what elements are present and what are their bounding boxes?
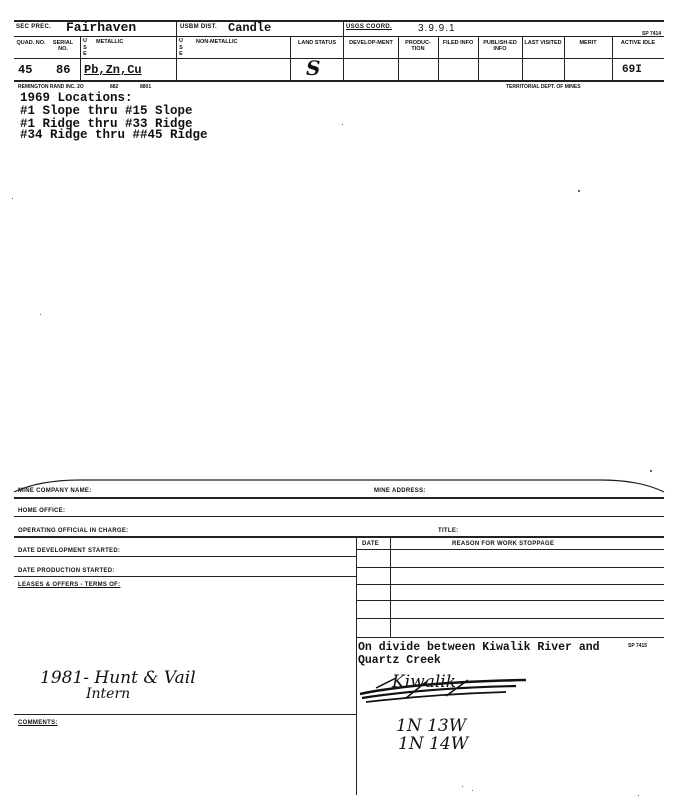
col-filed-info: FILED INFO (442, 40, 474, 46)
col-metallic: METALLIC (96, 39, 124, 45)
printer-credit: REMINGTON RAND INC. 2O (18, 84, 84, 90)
col-production: PRODUC-TION (405, 40, 431, 52)
leases-label: LEASES & OFFERS - TERMS OF: (18, 582, 121, 588)
usgs-coord-label: USGS COORD. (346, 24, 392, 30)
strike-through-scribble (356, 668, 576, 708)
use-letters-nonmetallic: U S E (179, 38, 183, 57)
mine-company-name-label: MINE COMPANY NAME: (18, 488, 92, 494)
usbm-dist-label: USBM DIST. (180, 24, 218, 30)
col-merit: MERIT (579, 40, 597, 46)
active-idle-value: 69I (622, 64, 642, 76)
note-line: #1 Slope thru #15 Slope (20, 104, 193, 118)
date-column-header: DATE (362, 541, 380, 547)
location-description: On divide between Kiwalik River and (358, 641, 600, 654)
handwritten-lease-note: 1981- Hunt & Vail (40, 668, 196, 688)
location-description: Quartz Creek (358, 654, 441, 667)
header-bottom-rule (14, 80, 664, 82)
land-status-value: S (306, 56, 321, 80)
home-office-label: HOME OFFICE: (18, 508, 66, 514)
usgs-coord-value: 3.9.9.1 (418, 23, 456, 34)
scan-speck (638, 795, 639, 796)
sec-prec-label: SEC PREC. (16, 24, 52, 30)
form-number: SP 7414 (642, 31, 662, 37)
handwritten-struck-note: Kiwalik (392, 672, 456, 692)
header-row-divider (14, 36, 664, 37)
scan-speck (472, 790, 473, 791)
serial-no-value: 86 (56, 63, 71, 77)
scan-speck (342, 124, 343, 125)
title-label: TITLE: (438, 528, 459, 534)
scan-speck (462, 786, 463, 787)
scan-speck (40, 314, 41, 315)
printer-code-2: 8801 (140, 84, 152, 90)
sec-prec-value: Fairhaven (66, 20, 137, 35)
header-row-divider-2 (14, 58, 664, 59)
note-line: #1 Ridge thru #33 Ridge (20, 117, 193, 131)
usbm-dist-value: Candle (228, 21, 272, 35)
scan-speck (12, 198, 13, 199)
col-quad-no: QUAD. NO. (16, 40, 46, 46)
date-development-started-label: DATE DEVELOPMENT STARTED: (18, 548, 121, 554)
department-name: TERRITORIAL DEPT. OF MINES (506, 84, 581, 90)
note-line: #34 Ridge thru ##45 Ridge (20, 128, 208, 142)
date-production-started-label: DATE PRODUCTION STARTED: (18, 568, 115, 574)
reason-column-header: REASON FOR WORK STOPPAGE (452, 541, 555, 547)
col-development: DEVELOP-MENT (349, 40, 393, 46)
handwritten-coord-1: 1N 13W (396, 716, 467, 736)
col-last-visited: LAST VISITED (524, 40, 562, 46)
col-land-status: LAND STATUS (298, 40, 336, 46)
form-number-2: SP 7415 (628, 643, 648, 649)
lower-form-top-curve (0, 470, 678, 500)
mine-address-label: MINE ADDRESS: (374, 488, 426, 494)
col-serial-no: SERIAL NO. (52, 40, 74, 52)
comments-label: COMMENTS: (18, 720, 58, 726)
metallic-value: Pb,Zn,Cu (84, 63, 142, 77)
handwritten-lease-note-2: Intern (86, 686, 131, 702)
handwritten-coord-2: 1N 14W (398, 734, 469, 754)
scan-speck (578, 190, 580, 192)
col-active-idle: ACTIVE IDLE (620, 40, 656, 46)
quad-no-value: 45 (18, 63, 33, 77)
operating-official-label: OPERATING OFFICIAL IN CHARGE: (18, 528, 129, 534)
use-letters-metallic: U S E (83, 38, 87, 57)
col-published-info: PUBLISH-ED INFO (483, 40, 517, 52)
printer-code-1: 882 (110, 84, 119, 90)
note-line: 1969 Locations: (20, 91, 133, 105)
col-non-metallic: NON-METALLIC (196, 39, 238, 45)
